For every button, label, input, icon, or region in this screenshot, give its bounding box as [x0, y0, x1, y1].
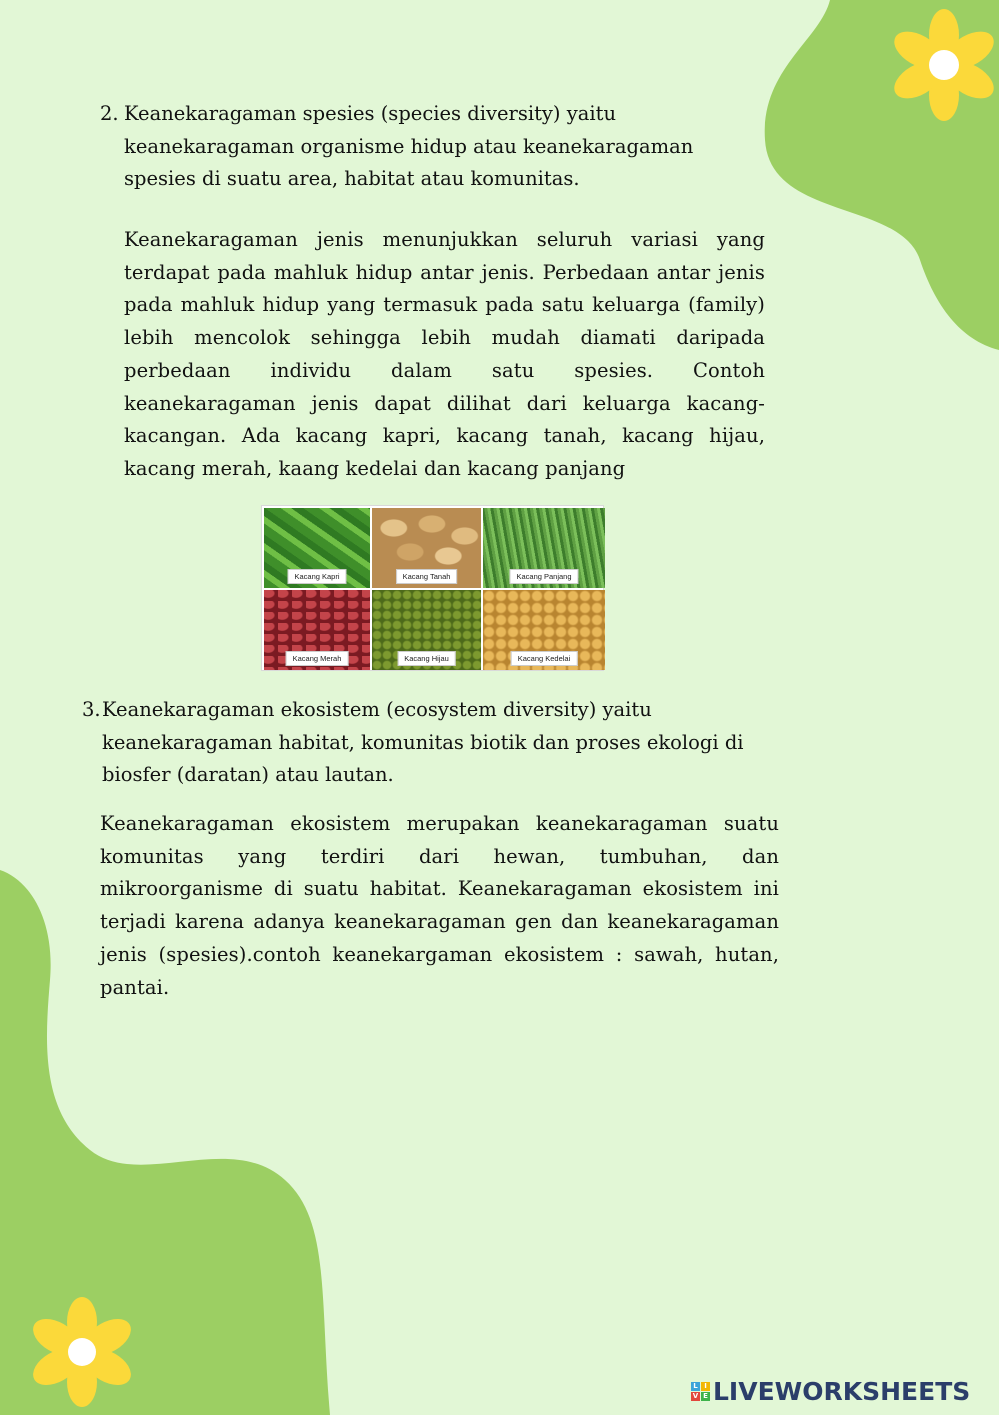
bean-label: Kacang Tanah — [396, 569, 458, 584]
section-3-heading — [82, 694, 802, 792]
logo-text: LIVEWORKSHEETS — [713, 1376, 971, 1406]
bean-photo-hijau — [372, 590, 481, 670]
liveworksheets-logo[interactable] — [691, 1375, 970, 1407]
bean-label: Kacang Merah — [286, 651, 349, 666]
bean-photo-kapri — [264, 508, 370, 588]
flower-top-right-icon — [888, 8, 999, 122]
section-2-heading — [100, 98, 760, 196]
logo-letter: E — [701, 1392, 710, 1401]
bean-label: Kacang Kedelai — [511, 651, 578, 666]
section-3-paragraph: Keanekaragaman ekosistem merupakan keanekaragaman suatu komunitas yang terdiri dari hewan, tumbuhan, dan mikroorganisme di suatu habitat. Keanekaragaman ekosistem ini terjadi karena adanya keanekaragaman gen dan keanekaragaman jenis (spesies).contoh keanekargaman ekosistem : sawah, hutan, pantai. — [100, 812, 779, 999]
logo-letter: I — [701, 1382, 710, 1391]
section-3-number: 3. — [82, 698, 101, 721]
section-2-heading-text: Keanekaragaman spesies (species diversity) yaitu keanekaragaman organisme hidup atau keanekaragaman spesies di suatu area, habitat atau komunitas. — [124, 102, 694, 190]
logo-letter: V — [692, 1391, 699, 1400]
logo-letter: L — [691, 1382, 700, 1391]
beans-image — [261, 505, 604, 671]
bean-label: Kacang Kapri — [287, 569, 346, 584]
bean-photo-panjang — [483, 508, 605, 588]
section-2-number: 2. — [100, 102, 119, 125]
flower-bottom-left-icon — [27, 1297, 137, 1407]
bean-photo-merah — [264, 590, 370, 670]
bean-photo-kedelai — [483, 590, 605, 670]
section-2-paragraph: Keanekaragaman jenis menunjukkan seluruh variasi yang terdapat pada mahluk hidup antar jenis. Perbedaan antar jenis pada mahluk hidup yang termasuk pada satu keluarga (family) lebih mencolok sehingga lebih mudah diamati daripada perbedaan individu dalam satu spesies. Contoh keanekaragaman jenis dapat dilihat dari keluarga kacang-kacangan. Ada kacang kapri, kacang tanah, kacang hijau, kacang merah, kaang kedelai dan kacang panjang — [124, 228, 765, 480]
bean-label: Kacang Panjang — [509, 569, 578, 584]
logo-mark-icon — [691, 1382, 710, 1401]
bean-photo-tanah — [372, 508, 481, 588]
bean-label: Kacang Hijau — [397, 651, 456, 666]
section-3-heading-text: Keanekaragaman ekosistem (ecosystem diversity) yaitu keanekaragaman habitat, komunitas biotik dan proses ekologi di biosfer (daratan) atau lautan. — [102, 698, 744, 786]
